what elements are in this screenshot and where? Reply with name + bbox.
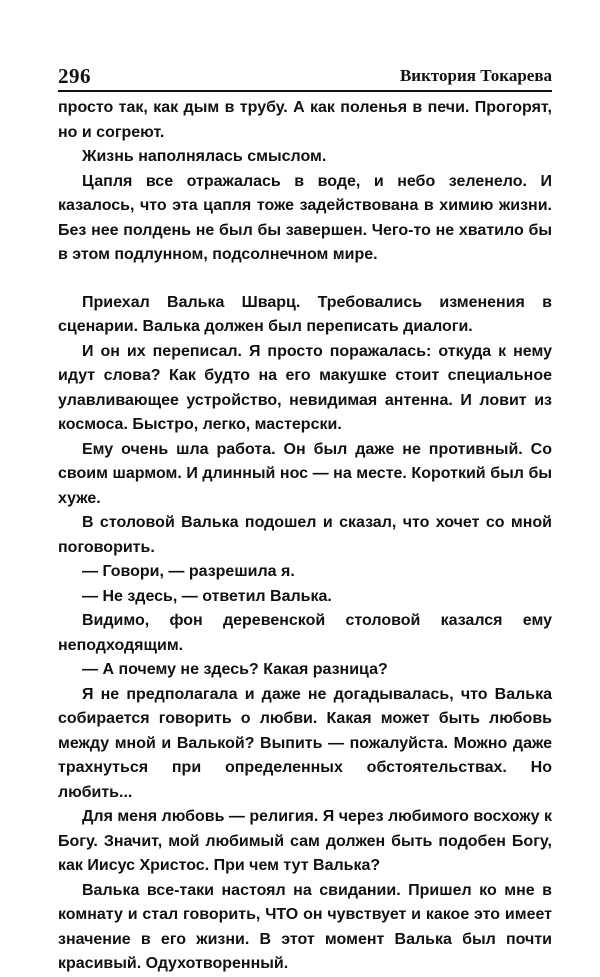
paragraph: В столовой Валька подошел и сказал, что хочет со мной поговорить. — [58, 514, 552, 556]
book-page — [58, 58, 552, 977]
paragraph: Цапля все отражалась в воде, и небо зеленело. И казалось, что эта цапля тоже задействована в химию жизни. Без нее полдень не был бы завершен. Чего-то не хватило бы в этом подлунном, подсолнечном мире. — [58, 172, 552, 263]
paragraph: Валька все-таки настоял на свидании. Пришел ко мне в комнату и стал говорить, ЧТО он чувствует и какое это имеет значение в его жизни. В этот момент Валька был почти красивый. Одухотворенный. — [58, 881, 552, 972]
paragraph: Ему очень шла работа. Он был даже не противный. Со своим шармом. И длинный нос — на месте. Короткий был бы хуже. — [58, 440, 552, 507]
header-rule — [58, 90, 552, 92]
dialogue-line: — Не здесь, — ответил Валька. — [82, 587, 332, 605]
page-header — [58, 58, 552, 88]
dialogue-line: — Говори, — разрешила я. — [82, 563, 295, 580]
dialogue-line: — А почему не здесь? Какая разница? — [82, 661, 388, 678]
paragraph: Видимо, фон деревенской столовой казался ему неподходящим. — [58, 612, 552, 654]
paragraph: Приехал Валька Шварц. Требовались изменения в сценарии. Валька должен был переписать диалоги. — [58, 293, 552, 335]
page-body — [58, 96, 552, 977]
paragraph: И он их переписал. Я просто поражалась: откуда к нему идут слова? Как будто на его макушке стоит специальное улавливающее устройство, невидимая антенна. И ловит из космоса. Быстро, легко, мастерски. — [58, 342, 552, 433]
running-head-author: Виктория Токарева — [399, 66, 552, 85]
page-number: 296 — [58, 64, 91, 88]
section-break — [58, 268, 552, 291]
paragraph: просто так, как дым в трубу. А как поленья в печи. Прогорят, но и согреют. — [58, 99, 552, 141]
paragraph: Я не предполагала и даже не догадывалась, что Валька собирается говорить о любви. Какая может быть любовь между мной и Валькой? Выпить — пожалуйста. Можно даже трахнуться при определенных обстоятельствах. Но любить... — [58, 685, 552, 801]
paragraph: Жизнь наполнялась смыслом. — [82, 148, 327, 165]
paragraph: Для меня любовь — религия. Я через любимого восхожу к Богу. Значит, мой любимый сам должен быть подобен Богу, как Иисус Христос. При чем тут Валька? — [58, 808, 552, 874]
